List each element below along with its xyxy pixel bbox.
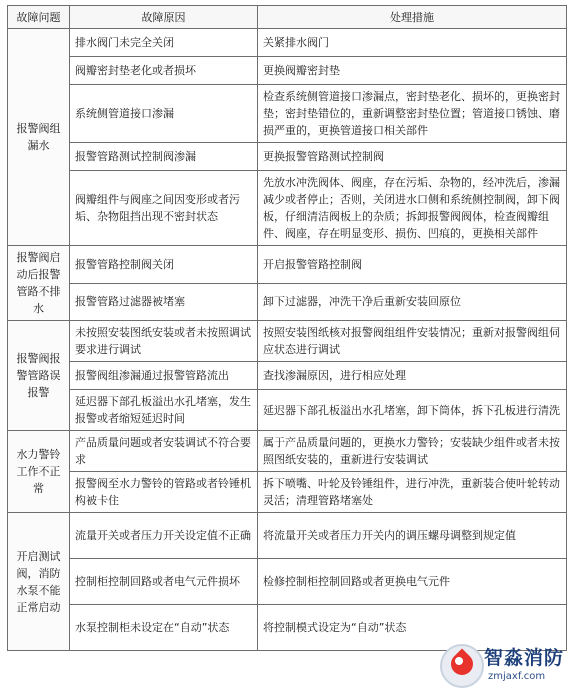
watermark-url: zmjaxf.com (488, 671, 546, 682)
action-cell: 关紧排水阀门 (258, 29, 567, 57)
problem-cell: 开启测试阀，消防水泵不能正常启动 (8, 513, 70, 651)
header-row (8, 6, 567, 29)
site-watermark (440, 640, 566, 692)
cause-cell: 流量开关或者压力开关设定值不正确 (70, 513, 258, 559)
table-row (8, 472, 567, 513)
action-cell: 将流量开关或者压力开关内的调压螺母调整到规定值 (258, 513, 567, 559)
problem-cell: 水力警铃工作不正常 (8, 431, 70, 513)
cause-cell: 延迟器下部孔板溢出水孔堵塞，发生报警或者缩短延迟时间 (70, 390, 258, 431)
table-row (8, 29, 567, 57)
cause-cell: 产品质量问题或者安装调试不符合要求 (70, 431, 258, 472)
header-action: 处理措施 (258, 6, 567, 29)
action-cell: 检查系统侧管道接口渗漏点，密封垫老化、损坏的，更换密封垫；密封垫错位的，重新调整密封垫位置；管道接口锈蚀、磨损严重的，更换管道接口相关部件 (258, 85, 567, 143)
action-cell: 按照安装图纸核对报警阀组组件安装情况；重新对报警阀组伺应状态进行调试 (258, 321, 567, 362)
table-row (8, 283, 567, 321)
cause-cell: 水泵控制柜未设定在“自动”状态 (70, 605, 258, 651)
action-cell: 先放水冲洗阀体、阀座，存在污垢、杂物的，经冲洗后，渗漏减少或者停止；否则，关闭进水口侧和系统侧控制阀，卸下阀板，仔细清洁阀板上的杂质；拆卸报警阀阀体，检查阀瓣组件、阀座，存在明显变形、损伤、凹痕的，更换相关部件 (258, 171, 567, 246)
cause-cell: 排水阀门未完全关闭 (70, 29, 258, 57)
table-row (8, 143, 567, 171)
action-cell: 检修控制柜控制回路或者更换电气元件 (258, 559, 567, 605)
cause-cell: 阀瓣密封垫老化或者损坏 (70, 57, 258, 85)
flame-logo-icon (440, 644, 484, 688)
cause-cell: 控制柜控制回路或者电气元件损坏 (70, 559, 258, 605)
cause-cell: 系统侧管道接口渗漏 (70, 85, 258, 143)
action-cell: 开启报警管路控制阀 (258, 246, 567, 284)
watermark-title: 智淼消防 (484, 647, 565, 669)
cause-cell: 阀瓣组件与阀座之间因变形或者污垢、杂物阻挡出现不密封状态 (70, 171, 258, 246)
action-cell: 将控制模式设定为“自动”状态 (258, 605, 567, 651)
action-cell: 拆下喷嘴、叶轮及铃锤组件，进行冲洗，重新装合使叶轮转动灵活；清理管路堵塞处 (258, 472, 567, 513)
table-row (8, 85, 567, 143)
problem-cell: 报警阀启动后报警管路不排水 (8, 246, 70, 321)
action-cell: 延迟器下部孔板溢出水孔堵塞，卸下筒体，拆下孔板进行清洗 (258, 390, 567, 431)
table-row (8, 431, 567, 472)
action-cell: 卸下过滤器，冲洗干净后重新安装回原位 (258, 283, 567, 321)
table-row (8, 559, 567, 605)
table-row (8, 390, 567, 431)
problem-cell: 报警阀组漏水 (8, 29, 70, 246)
header-problem: 故障问题 (8, 6, 70, 29)
problem-cell: 报警阀报警管路误报警 (8, 321, 70, 431)
cause-cell: 报警管路测试控制阀渗漏 (70, 143, 258, 171)
action-cell: 更换阀瓣密封垫 (258, 57, 567, 85)
action-cell: 属于产品质量问题的，更换水力警铃；安装缺少组件或者未按照图纸安装的，重新进行安装调试 (258, 431, 567, 472)
fault-table (7, 5, 567, 651)
cause-cell: 报警阀至水力警铃的管路或者铃锤机构被卡住 (70, 472, 258, 513)
action-cell: 查找渗漏原因，进行相应处理 (258, 362, 567, 390)
table-row (8, 57, 567, 85)
action-cell: 更换报警管路测试控制阀 (258, 143, 567, 171)
table-row (8, 321, 567, 362)
table-row (8, 362, 567, 390)
cause-cell: 报警阀组渗漏通过报警管路流出 (70, 362, 258, 390)
table-row (8, 171, 567, 246)
cause-cell: 未按照安装图纸安装或者未按照调试要求进行调试 (70, 321, 258, 362)
header-cause: 故障原因 (70, 6, 258, 29)
table-row (8, 513, 567, 559)
cause-cell: 报警管路过滤器被堵塞 (70, 283, 258, 321)
cause-cell: 报警管路控制阀关闭 (70, 246, 258, 284)
table-row (8, 246, 567, 284)
